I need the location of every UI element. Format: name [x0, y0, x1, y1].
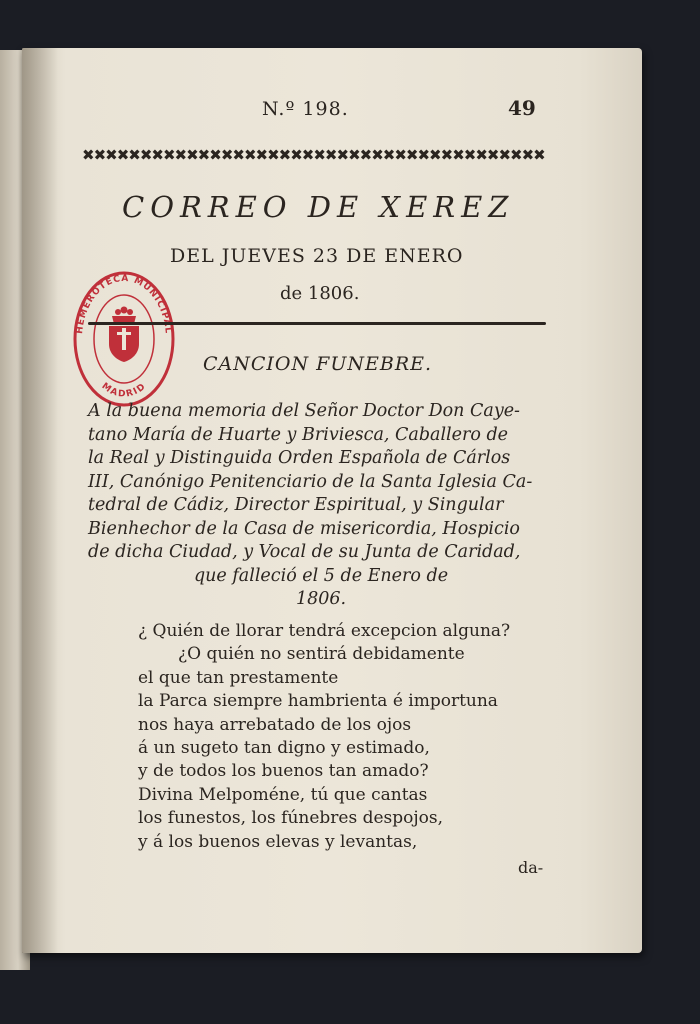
poem-line: ¿O quién no sentirá debidamente: [178, 644, 465, 665]
dedication-line: III, Canónigo Penitenciario de la Santa Iglesia Ca-: [88, 471, 533, 492]
dedication-line: tano María de Huarte y Briviesca, Caballero de: [88, 424, 509, 445]
newspaper-title: CORREO DE XEREZ: [122, 190, 515, 224]
issue-dateline: DEL JUEVES 23 DE ENERO: [170, 245, 464, 267]
dedication-line: que falleció el 5 de Enero de: [193, 565, 449, 586]
svg-text:MADRID: MADRID: [99, 381, 149, 400]
poem-line: el que tan prestamente: [138, 667, 339, 688]
poem-line: nos haya arrebatado de los ojos: [138, 714, 412, 735]
dedication-line: A la buena memoria del Señor Doctor Don Caye-: [88, 401, 520, 421]
library-stamp: [72, 270, 176, 408]
section-heading: CANCION FUNEBRE.: [203, 353, 433, 375]
page-gutter-shadow: [22, 48, 58, 953]
poem-line: los funestos, los fúnebres despojos,: [138, 808, 444, 829]
issue-year: de 1806.: [280, 283, 360, 304]
dedication-line: Bienhechor de la Casa de misericordia, Hospicio: [88, 518, 520, 539]
catchword: da-: [518, 858, 544, 877]
issue-number: N.º 198.: [262, 98, 349, 120]
dedication-line: de dicha Ciudad, y Vocal de su Junta de Caridad,: [88, 542, 521, 562]
poem-line: ¿ Quién de llorar tendrá excepcion alguna?: [138, 621, 511, 641]
svg-text:HEMEROTECA MUNICIPAL: HEMEROTECA MUNICIP L: [75, 273, 173, 335]
ornamental-border: ✖✖✖✖✖✖✖✖✖✖✖✖✖✖✖✖✖✖✖✖✖✖✖✖✖✖✖✖✖✖✖✖✖✖✖✖✖✖✖✖: [82, 146, 545, 164]
poem-line: Divina Melpoméne, tú que cantas: [138, 784, 428, 805]
section-rule: [88, 322, 546, 325]
poem-body: [138, 620, 538, 854]
poem-line: y de todos los buenos tan amado?: [138, 761, 429, 782]
dedication-line: la Real y Distinguida Orden Española de Cárlos: [88, 448, 511, 468]
dedication-block: [88, 400, 554, 612]
dedication-line: 1806.: [295, 589, 347, 609]
dedication-line: tedral de Cádiz, Director Espiritual, y Singular: [88, 495, 504, 515]
poem-line: á un sugeto tan digno y estimado,: [138, 738, 430, 759]
poem-line: la Parca siempre hambrienta é importuna: [138, 691, 498, 712]
poem-line: y á los buenos elevas y levantas,: [138, 831, 418, 852]
page-number: 49: [508, 96, 536, 120]
